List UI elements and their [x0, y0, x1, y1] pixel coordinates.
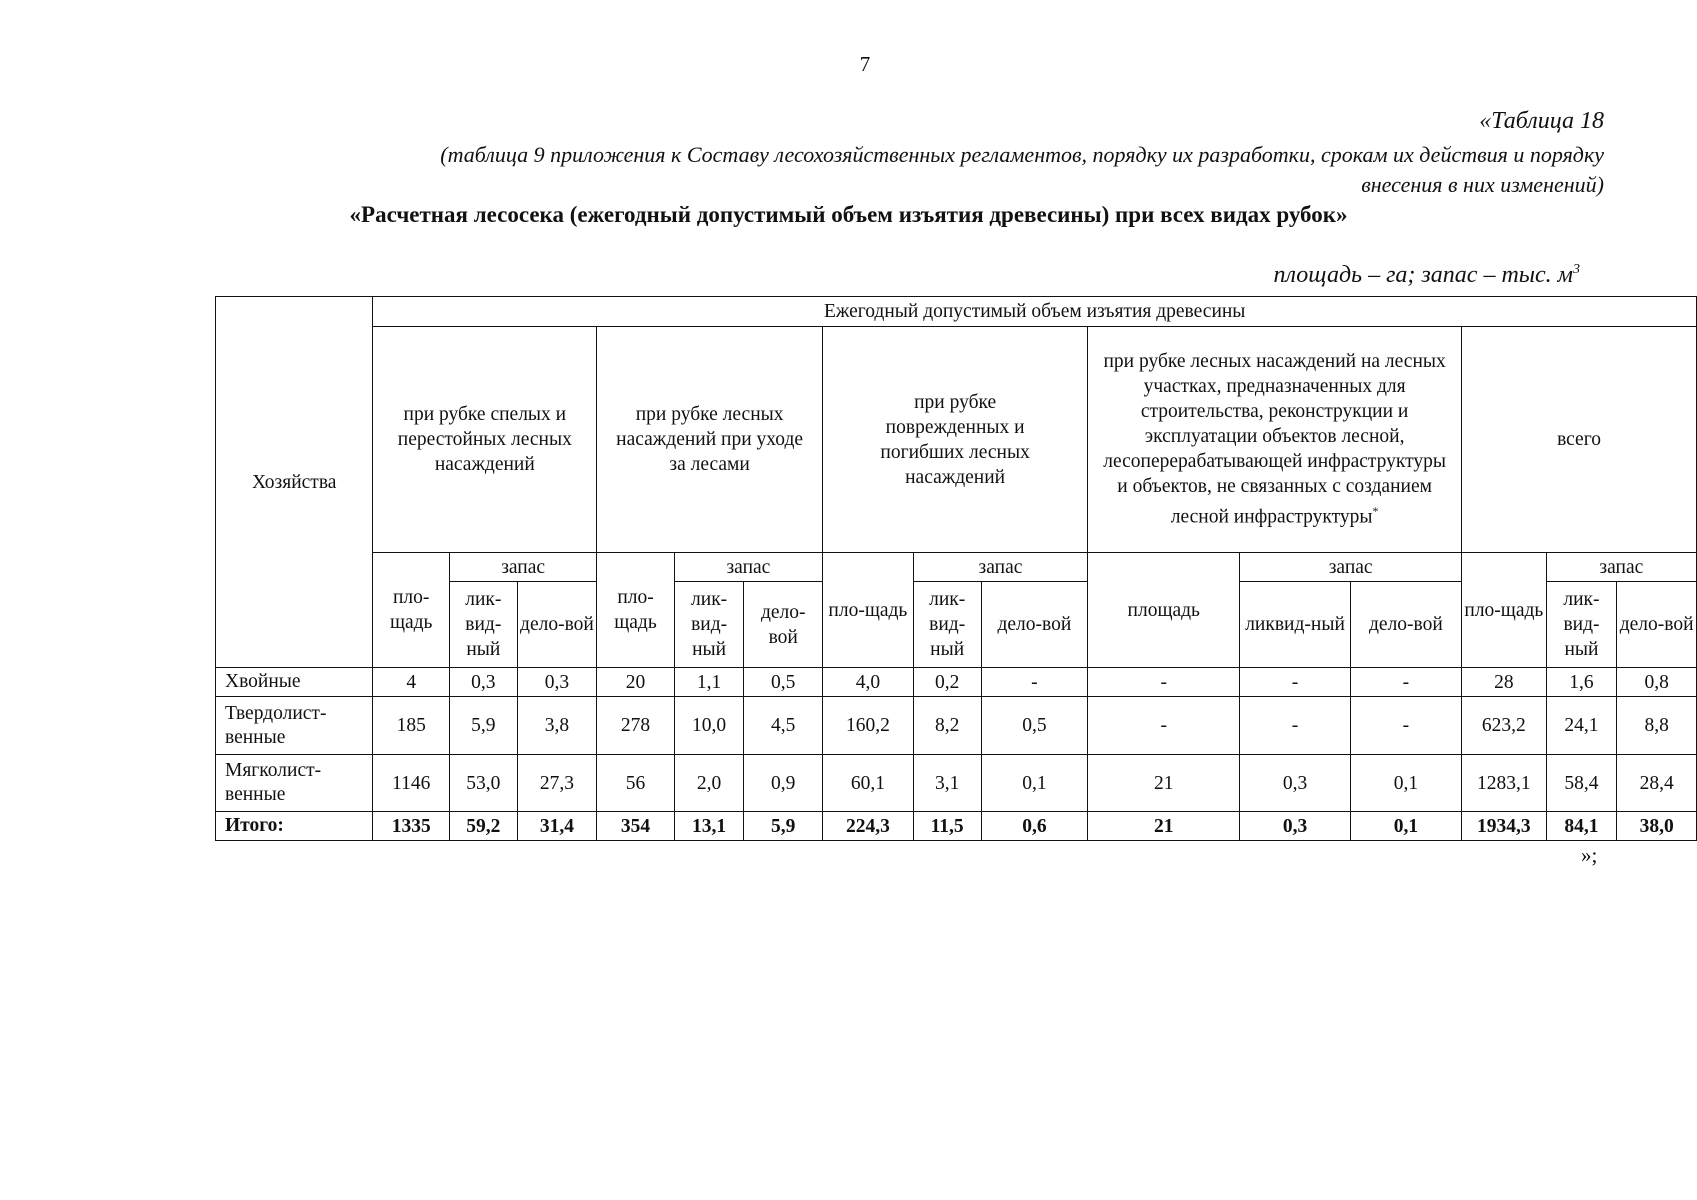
table-row	[216, 697, 1697, 755]
table-cell: 0,9	[744, 755, 823, 812]
header-group-total: всего	[1462, 327, 1697, 553]
header-farms: Хозяйства	[216, 297, 373, 668]
subheader-liquid: лик-вид-ный	[450, 582, 518, 668]
units-note-text: площадь – га; запас – тыс. м	[1273, 262, 1573, 288]
table-cell: 0,3	[517, 668, 597, 697]
table-cell: 8,2	[913, 697, 981, 755]
table-cell: 13,1	[674, 812, 744, 841]
table-cell: 60,1	[823, 755, 914, 812]
table-cell: 623,2	[1462, 697, 1547, 755]
table-cell: 0,6	[981, 812, 1088, 841]
table-cell: 4,5	[744, 697, 823, 755]
subheader-stock: запас	[450, 553, 597, 582]
table-cell: 0,3	[450, 668, 518, 697]
units-note-superscript: 3	[1573, 262, 1580, 277]
table-cell: 0,2	[913, 668, 981, 697]
subheader-stock: запас	[1546, 553, 1696, 582]
table-cell: 0,8	[1617, 668, 1697, 697]
subheader-liquid: лик-вид-ный	[674, 582, 744, 668]
table-cell: 20	[597, 668, 675, 697]
group-label: при рубке спелых и перестойных лесных насаждений	[397, 404, 572, 475]
table-cell: 28	[1462, 668, 1547, 697]
subheader-business: дело-вой	[1350, 582, 1461, 668]
subheader-area: пло-щадь	[1462, 553, 1547, 668]
table-cell: 59,2	[450, 812, 518, 841]
subheader-area: площадь	[1088, 553, 1240, 668]
table-cell: 3,1	[913, 755, 981, 812]
subheader-stock: запас	[913, 553, 1087, 582]
table-cell: 5,9	[450, 697, 518, 755]
header-group-infrastructure-felling	[1088, 327, 1462, 553]
subheader-area: пло-щадь	[597, 553, 675, 668]
table-cell: 84,1	[1546, 812, 1617, 841]
table-cell: 0,5	[981, 697, 1088, 755]
table-cell: 56	[597, 755, 675, 812]
table-cell: 160,2	[823, 697, 914, 755]
table-cell: 4,0	[823, 668, 914, 697]
group-label: при рубке поврежденных и погибших лесных насаждений	[880, 391, 1030, 488]
subheader-business: дело-вой	[517, 582, 597, 668]
subheader-business: дело-вой	[981, 582, 1088, 668]
table-row	[216, 755, 1697, 812]
table-cell: -	[1350, 697, 1461, 755]
subheader-business: дело-вой	[1617, 582, 1697, 668]
subheader-area: пло-щадь	[373, 553, 450, 668]
table-cell: 31,4	[517, 812, 597, 841]
table-cell: 0,5	[744, 668, 823, 697]
subheader-stock: запас	[1240, 553, 1462, 582]
table-cell: 53,0	[450, 755, 518, 812]
table-cell: 0,1	[1350, 755, 1461, 812]
table-cell: 185	[373, 697, 450, 755]
table-cell: 27,3	[517, 755, 597, 812]
table-cell: 0,1	[981, 755, 1088, 812]
page-number: 7	[859, 52, 871, 76]
table-cell: 58,4	[1546, 755, 1617, 812]
footnote-mark: *	[1372, 504, 1379, 519]
table-caption-number: «Таблица 18	[1479, 108, 1604, 134]
table-cell: 0,1	[1350, 812, 1461, 841]
table-cell: 1283,1	[1462, 755, 1547, 812]
group-label-text: при рубке лесных насаждений на лесных участках, предназначенных для строительства, реконструкции и эксплуатации объектов лесной, лесоперерабатывающей инфраструктуры и объектов, не связанных с созданием лесной инфраструктуры	[1103, 351, 1446, 528]
table-cell: 1,6	[1546, 668, 1617, 697]
row-label: Мягколист-венные	[216, 755, 373, 812]
table-cell: 1335	[373, 812, 450, 841]
table-cell: 3,8	[517, 697, 597, 755]
header-annual-volume: Ежегодный допустимый объем изъятия древесины	[373, 297, 1697, 327]
table-cell: 11,5	[913, 812, 981, 841]
row-label: Хвойные	[216, 668, 373, 697]
table-cell: -	[1240, 697, 1351, 755]
document-title: «Расчетная лесосека (ежегодный допустимый объем изъятия древесины) при всех видах рубок»	[349, 202, 1348, 227]
closing-quote: »;	[1581, 843, 1598, 867]
table-cell: -	[1088, 668, 1240, 697]
table-cell: 0,3	[1240, 755, 1351, 812]
subheader-stock: запас	[674, 553, 822, 582]
table-cell: 1146	[373, 755, 450, 812]
felling-volume-table	[215, 296, 1697, 841]
table-cell: 21	[1088, 755, 1240, 812]
table-row-total	[216, 812, 1697, 841]
table-cell: -	[1088, 697, 1240, 755]
table-caption-source: (таблица 9 приложения к Составу лесохозяйственных регламентов, порядку их разработки, срокам их действия и порядку	[440, 142, 1604, 167]
table-cell: 8,8	[1617, 697, 1697, 755]
table-cell: 0,3	[1240, 812, 1351, 841]
header-group-care-felling	[597, 327, 823, 553]
subheader-liquid: лик-вид-ный	[1546, 582, 1617, 668]
group-label: при рубке лесных насаждений при уходе за лесами	[616, 404, 804, 475]
subheader-liquid: ликвид-ный	[1240, 582, 1351, 668]
table-cell: -	[1240, 668, 1351, 697]
table-cell: 24,1	[1546, 697, 1617, 755]
table-cell: 1,1	[674, 668, 744, 697]
row-label: Твердолист-венные	[216, 697, 373, 755]
subheader-business: дело-вой	[744, 582, 823, 668]
row-label: Итого:	[216, 812, 373, 841]
table-cell: 4	[373, 668, 450, 697]
table-caption-source-cont: внесения в них изменений)	[1361, 172, 1604, 197]
header-group-damaged-felling	[823, 327, 1088, 553]
table-cell: 354	[597, 812, 675, 841]
group-label	[1090, 349, 1459, 530]
table-row	[216, 668, 1697, 697]
table-cell: 21	[1088, 812, 1240, 841]
subheader-area: пло-щадь	[823, 553, 914, 668]
table-cell: -	[981, 668, 1088, 697]
table-cell: 28,4	[1617, 755, 1697, 812]
subheader-liquid: лик-вид-ный	[913, 582, 981, 668]
table-cell: -	[1350, 668, 1461, 697]
table-cell: 10,0	[674, 697, 744, 755]
table-cell: 1934,3	[1462, 812, 1547, 841]
table-cell: 278	[597, 697, 675, 755]
table-cell: 38,0	[1617, 812, 1697, 841]
table-cell: 5,9	[744, 812, 823, 841]
header-group-mature-felling	[373, 327, 597, 553]
table-cell: 224,3	[823, 812, 914, 841]
units-note	[1274, 262, 1580, 289]
table-cell: 2,0	[674, 755, 744, 812]
